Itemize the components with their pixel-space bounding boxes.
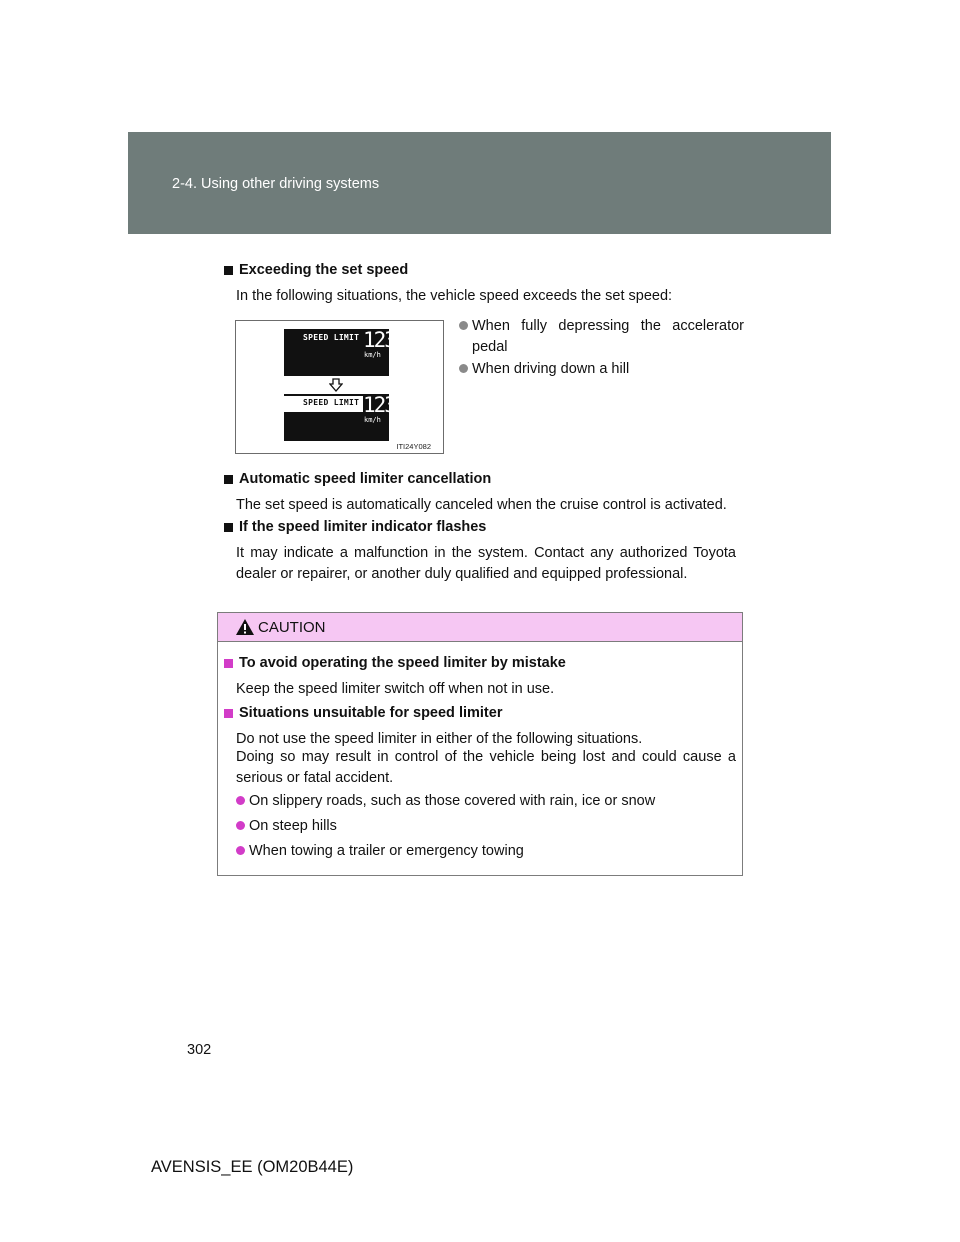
- list-item: When towing a trailer or emergency towing: [236, 841, 739, 862]
- speed-unit: km/h: [364, 351, 381, 359]
- square-bullet-icon: [224, 266, 233, 275]
- speed-limit-label: SPEED LIMIT: [303, 333, 360, 342]
- exceeding-intro: In the following situations, the vehicle speed exceeds the set speed:: [236, 288, 673, 304]
- caution-heading-mistake: [224, 655, 566, 671]
- caution-text: Keep the speed limiter switch off when not in use.: [236, 681, 555, 697]
- chapter-title: 2-4. Using other driving systems: [172, 176, 380, 192]
- flashes-text: It may indicate a malfunction in the system. Contact any authorized Toyota dealer or repairer, or another duly qualified and equipped professional.: [236, 545, 736, 582]
- document-footer: AVENSIS_EE (OM20B44E): [151, 1158, 354, 1176]
- list-item: On steep hills: [236, 816, 739, 837]
- bullet-icon: [459, 321, 468, 330]
- speed-limit-value: 123: [363, 393, 395, 417]
- section-heading-text: Automatic speed limiter cancellation: [239, 471, 492, 487]
- caution-header: [218, 613, 742, 642]
- figure-code: ITI24Y082: [396, 442, 431, 451]
- list-item: When fully depressing the accelerator pedal: [459, 316, 744, 358]
- caution-text: Doing so may result in control of the vehicle being lost and could cause a serious or fatal accident.: [236, 749, 736, 786]
- caution-text: Do not use the speed limiter in either of the following situations.: [236, 731, 643, 747]
- warning-icon: [235, 618, 255, 636]
- section-heading-text: If the speed limiter indicator flashes: [239, 519, 487, 535]
- speed-limit-display-normal: [284, 328, 395, 376]
- section-heading-text: Exceeding the set speed: [239, 262, 409, 278]
- caution-title: CAUTION: [258, 619, 326, 636]
- speed-limit-label: SPEED LIMIT: [303, 398, 360, 407]
- list-item: On slippery roads, such as those covered with rain, ice or snow: [236, 791, 739, 812]
- speed-unit: km/h: [364, 416, 381, 424]
- page-number: 302: [187, 1042, 212, 1058]
- chapter-header: [128, 132, 831, 234]
- bullet-icon: [236, 846, 245, 855]
- caution-box: [217, 612, 743, 876]
- section-heading-flashes: [224, 519, 486, 535]
- caution-heading-text: To avoid operating the speed limiter by mistake: [239, 655, 566, 671]
- bullet-icon: [236, 796, 245, 805]
- square-bullet-icon: [224, 709, 233, 718]
- down-arrow-icon: [329, 378, 343, 392]
- speed-limit-illustration: [235, 320, 444, 454]
- section-heading-exceeding: [224, 262, 408, 278]
- list-item: When driving down a hill: [459, 359, 744, 380]
- section-heading-cancellation: [224, 471, 491, 487]
- square-bullet-icon: [224, 475, 233, 484]
- speed-limit-display-highlighted: [284, 393, 395, 441]
- cancellation-text: The set speed is automatically canceled when the cruise control is activated.: [236, 497, 727, 513]
- bullet-icon: [459, 364, 468, 373]
- caution-heading-text: Situations unsuitable for speed limiter: [239, 705, 503, 721]
- caution-heading-unsuitable: [224, 705, 502, 721]
- bullet-icon: [236, 821, 245, 830]
- speed-limit-value: 123: [363, 328, 395, 352]
- square-bullet-icon: [224, 659, 233, 668]
- square-bullet-icon: [224, 523, 233, 532]
